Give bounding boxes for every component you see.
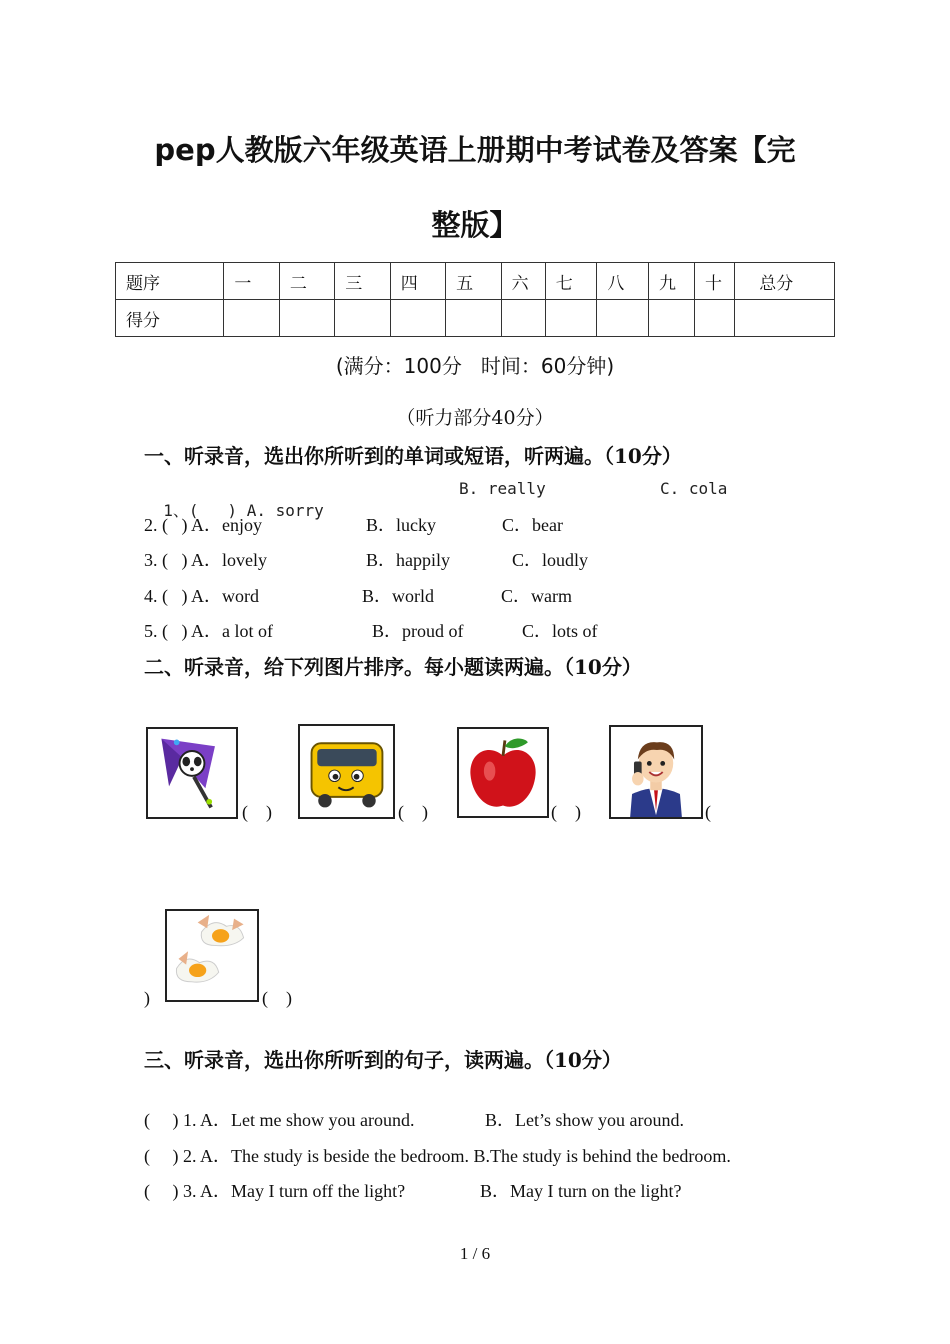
apple-answer-paren[interactable]: ( ): [551, 802, 581, 822]
question-2-option-c: C．bear: [502, 515, 563, 535]
question-3-option-b: B．happily: [366, 550, 450, 570]
score-header-cell: 一: [224, 263, 279, 300]
score-cell[interactable]: [545, 300, 597, 337]
sentence-2-prefix: ( ) 2. A．The study is beside the bedroom. B.The study is behind the bedroom.: [144, 1146, 731, 1166]
question-1-option-c: C. cola: [660, 479, 728, 498]
score-table-score-row: [116, 300, 835, 337]
question-5-option-b: B．proud of: [372, 621, 464, 641]
section2-heading: 二、听录音，给下列图片排序。每小题读两遍。（10分）: [144, 655, 642, 679]
sentence-3-prefix: ( ) 3. A．May I turn off the light?: [144, 1181, 406, 1201]
sentence-1-option-b: B．Let’s show you around.: [485, 1110, 684, 1130]
document-title-line1: pep人教版六年级英语上册期中考试卷及答案【完: [154, 133, 796, 167]
bus-answer-paren[interactable]: ( ): [398, 802, 428, 822]
score-header-cell: 总分: [735, 263, 835, 300]
question-1-option-b: B. really: [459, 479, 546, 498]
score-cell[interactable]: [735, 300, 835, 337]
page-number: 1 / 6: [459, 1244, 491, 1263]
score-cell[interactable]: [224, 300, 279, 337]
score-table-header-row: [116, 263, 835, 300]
bus-picture: [298, 724, 395, 819]
question-1-prefix: 1、( ) A. sorry: [163, 501, 324, 520]
kite-picture: [146, 727, 238, 819]
score-header-cell: 十: [694, 263, 734, 300]
bus-icon: [300, 726, 393, 817]
apple-picture: [457, 727, 549, 818]
question-4-prefix: 4. ( ) A．word: [144, 586, 259, 606]
score-cell[interactable]: [648, 300, 694, 337]
score-header-cell: 八: [597, 263, 649, 300]
score-cell[interactable]: [279, 300, 334, 337]
section3-heading: 三、听录音，选出你所听到的句子，读两遍。（10分）: [144, 1048, 622, 1072]
man-on-phone-picture: [609, 725, 703, 819]
score-cell[interactable]: [335, 300, 390, 337]
eggs-answer-paren[interactable]: ( ): [262, 988, 292, 1008]
sentence-3-option-b: B．May I turn on the light?: [480, 1181, 682, 1201]
score-cell[interactable]: [446, 300, 501, 337]
score-header-cell: 二: [279, 263, 334, 300]
question-5-prefix: 5. ( ) A．a lot of: [144, 621, 273, 641]
question-4-option-b: B．world: [362, 586, 434, 606]
section1-heading: 一、听录音，选出你所听到的单词或短语，听两遍。（10分）: [144, 444, 682, 468]
man-answer-paren-open[interactable]: (: [705, 802, 711, 822]
score-cell[interactable]: [597, 300, 649, 337]
score-header-cell: 七: [545, 263, 597, 300]
score-cell[interactable]: [694, 300, 734, 337]
score-header-cell: 九: [648, 263, 694, 300]
document-title-line2: 整版】: [431, 208, 519, 242]
score-header-cell: 六: [501, 263, 545, 300]
kite-icon: [148, 729, 236, 817]
sentence-1-prefix: ( ) 1. A．Let me show you around.: [144, 1110, 415, 1130]
score-header-cell: 三: [335, 263, 390, 300]
score-table: [115, 262, 835, 337]
listening-part-label: （听力部分40分）: [396, 407, 554, 429]
man-answer-paren-close[interactable]: ): [144, 988, 150, 1008]
question-3-prefix: 3. ( ) A．lovely: [144, 550, 267, 570]
score-header-cell: 五: [446, 263, 501, 300]
score-row-label: 得分: [116, 300, 224, 337]
question-5-option-c: C．lots of: [522, 621, 598, 641]
apple-icon: [459, 729, 547, 816]
question-2-prefix: 2. ( ) A．enjoy: [144, 515, 262, 535]
question-2-option-b: B．lucky: [366, 515, 436, 535]
question-3-option-c: C．loudly: [512, 550, 589, 570]
man-on-phone-icon: [611, 727, 701, 817]
score-cell[interactable]: [390, 300, 445, 337]
score-header-cell: 四: [390, 263, 445, 300]
exam-meta: (满分：100分 时间：60分钟): [335, 354, 615, 378]
score-header-cell: 题序: [116, 263, 224, 300]
kite-answer-paren[interactable]: ( ): [242, 802, 272, 822]
score-cell[interactable]: [501, 300, 545, 337]
question-4-option-c: C．warm: [501, 586, 572, 606]
eggs-picture: [165, 909, 259, 1002]
eggs-icon: [167, 911, 257, 1000]
